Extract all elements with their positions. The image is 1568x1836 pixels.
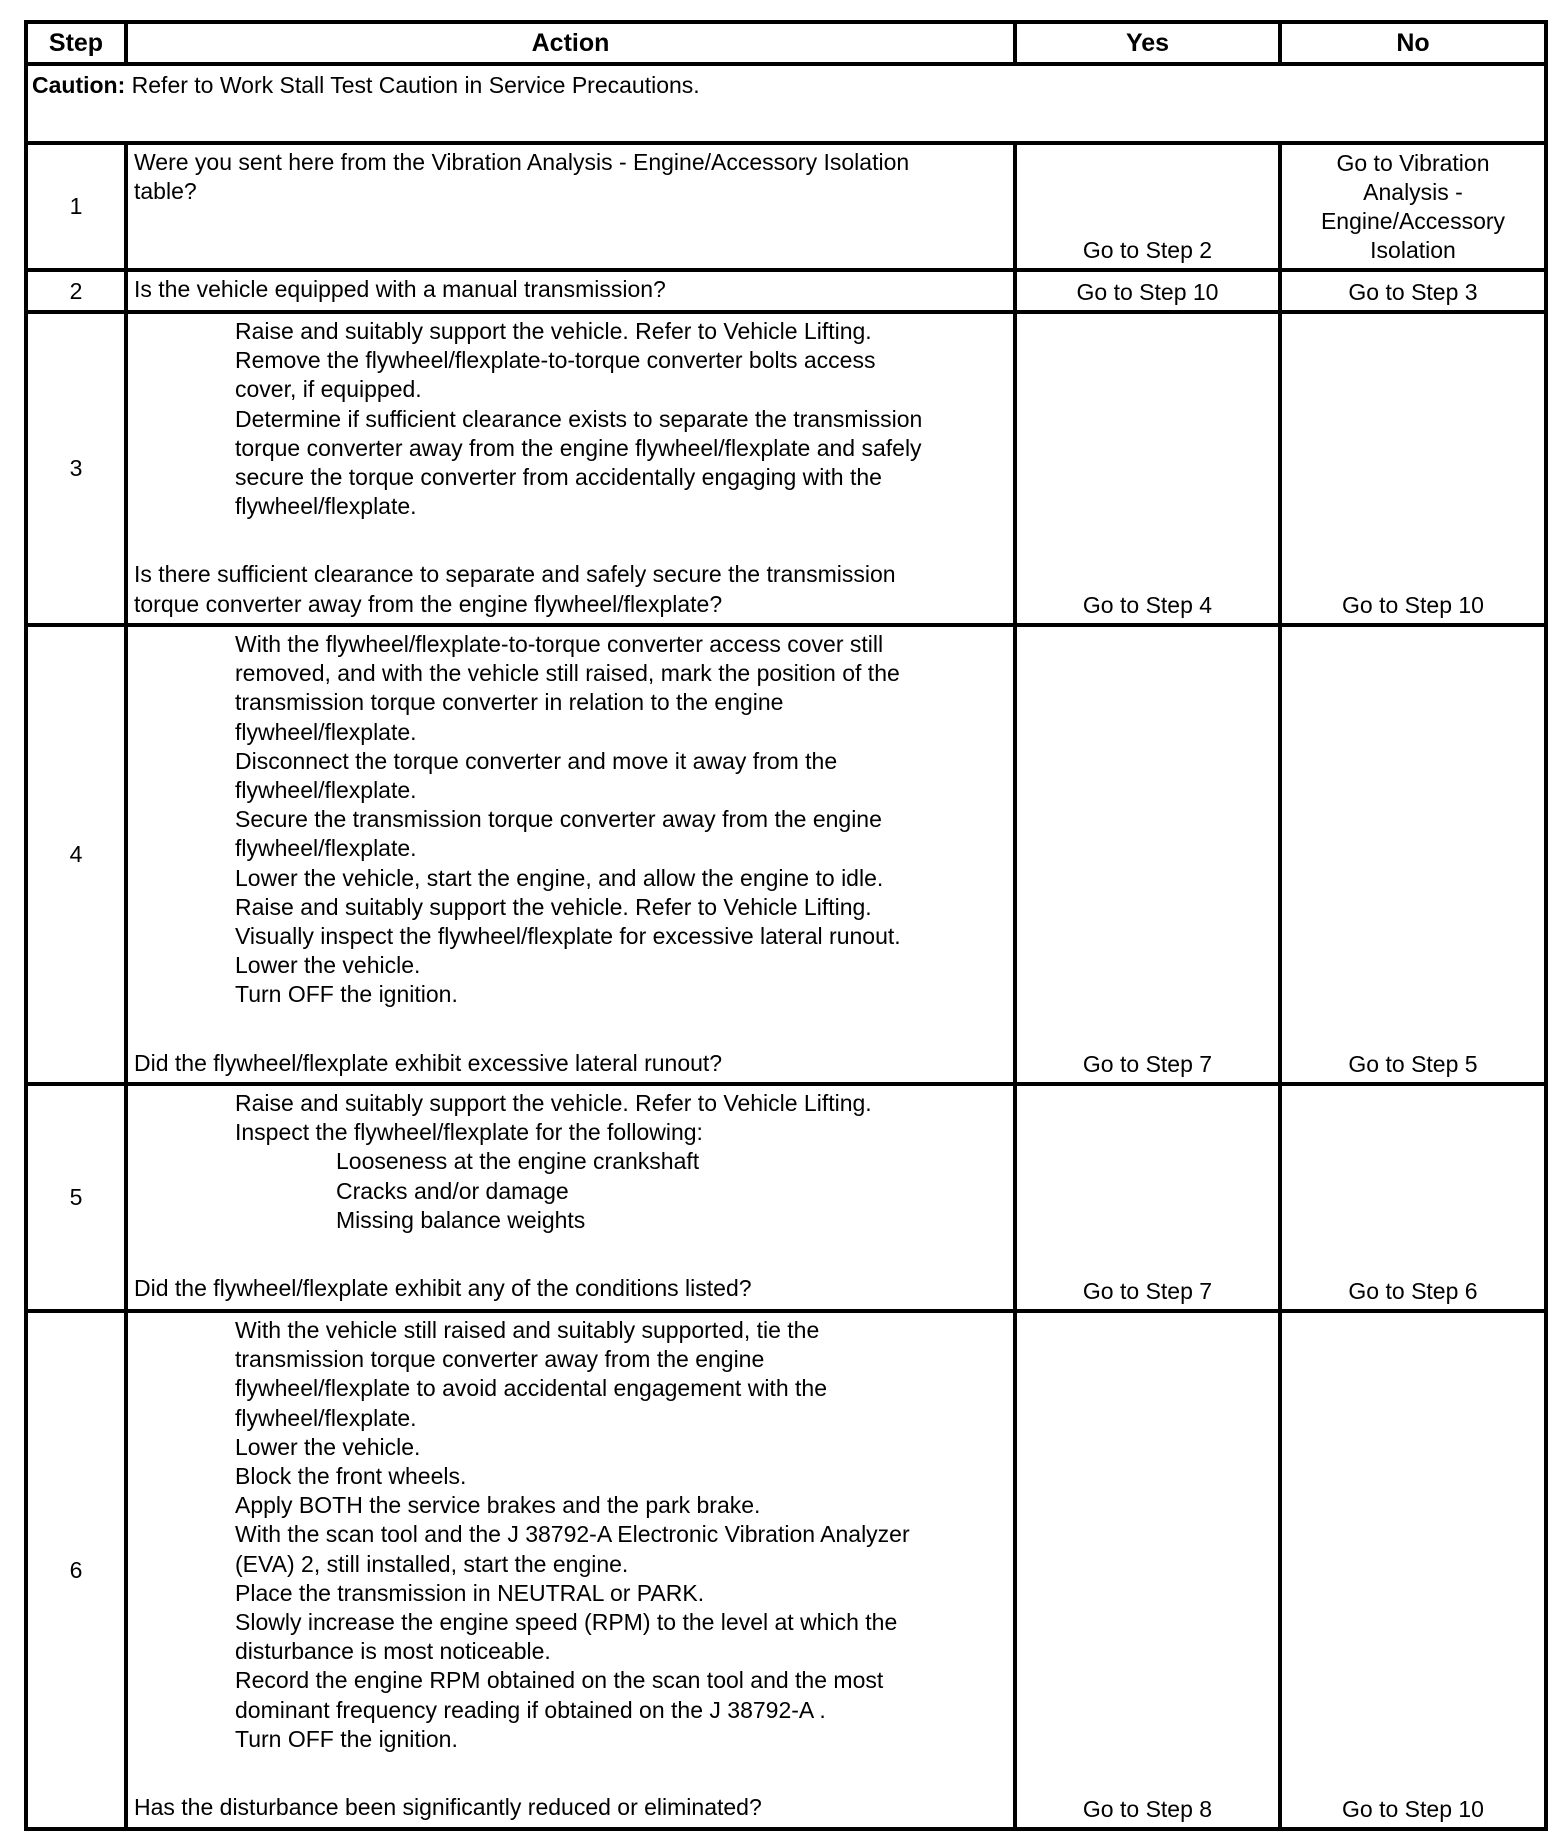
action-cell [126,270,1015,312]
instruction-line: Lower the vehicle. [235,1433,421,1460]
question-line: Did the flywheel/flexplate exhibit any of the conditions listed? [134,1275,752,1302]
yes-link[interactable]: Go to Step 7 [1082,1051,1213,1077]
no-link[interactable]: Engine/Accessory [1320,208,1506,234]
instruction-line: Secure the transmission torque converter away from the engine [235,806,882,833]
no-link[interactable]: Isolation [1370,237,1456,263]
instruction-line: removed, and with the vehicle still raised, mark the position of the [235,660,900,687]
question-line: Is there sufficient clearance to separate and safely secure the transmission [134,561,896,588]
instruction-line: Turn OFF the ignition. [235,1725,458,1752]
instruction-line: Disconnect the torque converter and move it away from the [235,747,838,774]
yes-cell [1015,1084,1280,1311]
step-number: 3 [26,312,126,625]
no-link[interactable]: Go to Step 10 [1342,1796,1484,1822]
action-cell [126,1311,1015,1829]
no-cell [1280,1311,1546,1829]
instruction-line: torque converter away from the engine flywheel/flexplate and safely [235,434,922,461]
instruction-line: flywheel/flexplate to avoid accidental engagement with the [235,1375,827,1402]
caution-row [26,64,1546,143]
instruction-line: Slowly increase the engine speed (RPM) to the level at which the [235,1609,898,1636]
table-row [26,1311,1546,1829]
yes-cell [1015,143,1280,270]
diagnostic-table [24,20,1548,1831]
spacer [134,1235,1007,1274]
no-cell [1280,625,1546,1084]
instruction-line: flywheel/flexplate. [235,1404,417,1431]
question-line: Is the vehicle equipped with a manual transmission? [134,276,666,302]
no-link[interactable]: Go to Step 10 [1342,592,1484,618]
question-line: Were you sent here from the Vibration Analysis - Engine/Accessory Isolation [134,149,910,175]
question-line: torque converter away from the engine flywheel/flexplate? [134,590,723,617]
instruction-line: Remove the flywheel/flexplate-to-torque converter bolts access [235,347,876,374]
no-link[interactable]: Go to Step 6 [1348,1278,1478,1304]
sub-instruction-line: Looseness at the engine crankshaft [336,1148,700,1175]
instruction-line: Raise and suitably support the vehicle. Refer to Vehicle Lifting. [235,318,872,344]
step-number: 2 [26,270,126,312]
spacer [134,521,1007,560]
table-row [26,625,1546,1084]
table-row [26,1084,1546,1311]
yes-link[interactable]: Go to Step 4 [1082,592,1213,618]
table-row [26,270,1546,312]
instruction-line: cover, if equipped. [235,376,422,403]
instruction-line: Lower the vehicle. [235,952,421,979]
step-number: 5 [26,1084,126,1311]
instruction-line: Raise and suitably support the vehicle. Refer to Vehicle Lifting. [235,1090,872,1116]
no-cell [1280,143,1546,270]
instruction-line: Lower the vehicle, start the engine, and allow the engine to idle. [235,864,884,891]
instruction-line: flywheel/flexplate. [235,777,417,804]
instruction-line: transmission torque converter away from the engine [235,1346,765,1373]
header-row [26,22,1546,64]
action-cell [126,1084,1015,1311]
yes-link[interactable]: Go to Step 10 [1076,279,1219,305]
action-cell [126,143,1015,270]
step-number: 4 [26,625,126,1084]
no-cell [1280,270,1546,312]
yes-cell [1015,625,1280,1084]
no-link[interactable]: Go to Step 5 [1348,1051,1478,1077]
instruction-line: dominant frequency reading if obtained on the J 38792-A . [235,1696,826,1723]
no-link[interactable]: Go to Step 3 [1348,279,1478,305]
question-line: Did the flywheel/flexplate exhibit excessive lateral runout? [134,1049,723,1076]
yes-cell [1015,270,1280,312]
instruction-line: Inspect the flywheel/flexplate for the following: [235,1119,703,1146]
action-cell [126,312,1015,625]
instruction-line: transmission torque converter in relation to the engine [235,689,784,716]
question-line: Has the disturbance been significantly reduced or eliminated? [134,1794,762,1821]
question-line: table? [134,178,197,205]
yes-link[interactable]: Go to Step 2 [1082,237,1213,263]
instruction-line: Block the front wheels. [235,1463,467,1490]
yes-cell [1015,312,1280,625]
spacer [134,1010,1007,1049]
instruction-line: (EVA) 2, still installed, start the engine. [235,1550,629,1577]
step-number: 1 [26,143,126,270]
no-link[interactable]: Go to Vibration [1336,150,1490,176]
instruction-line: secure the torque converter from accidentally engaging with the [235,464,882,491]
caution-cell [26,64,1546,143]
no-cell [1280,312,1546,625]
instruction-line: Visually inspect the flywheel/flexplate for excessive lateral runout. [235,923,901,950]
instruction-line: Record the engine RPM obtained on the scan tool and the most [235,1667,884,1694]
caution-text: Refer to Work Stall Test Caution in Service Precautions. [125,72,700,98]
yes-link[interactable]: Go to Step 7 [1082,1278,1213,1304]
instruction-line: With the vehicle still raised and suitably supported, tie the [235,1317,820,1343]
spacer [134,1754,1007,1793]
header-no: No [1280,22,1546,64]
yes-cell [1015,1311,1280,1829]
no-cell [1280,1084,1546,1311]
caution-label: Caution: [32,72,126,98]
table-row [26,312,1546,625]
instruction-line: Raise and suitably support the vehicle. Refer to Vehicle Lifting. [235,893,872,920]
sub-instruction-line: Cracks and/or damage [336,1177,569,1204]
header-action: Action [126,22,1015,64]
action-cell [126,625,1015,1084]
instruction-line: flywheel/flexplate. [235,835,417,862]
yes-link[interactable]: Go to Step 8 [1082,1796,1213,1822]
instruction-line: flywheel/flexplate. [235,493,417,520]
table-row [26,143,1546,270]
instruction-line: With the scan tool and the J 38792-A Electronic Vibration Analyzer [235,1521,910,1548]
instruction-line: Place the transmission in NEUTRAL or PARK. [235,1579,705,1606]
instruction-line: Apply BOTH the service brakes and the park brake. [235,1492,761,1519]
instruction-line: Turn OFF the ignition. [235,981,458,1008]
instruction-line: flywheel/flexplate. [235,718,417,745]
sub-instruction-line: Missing balance weights [336,1206,586,1233]
step-number: 6 [26,1311,126,1829]
no-link[interactable]: Analysis - [1363,179,1463,205]
instruction-line: With the flywheel/flexplate-to-torque converter access cover still [235,631,884,657]
instruction-line: Determine if sufficient clearance exists to separate the transmission [235,405,923,432]
instruction-line: disturbance is most noticeable. [235,1638,551,1665]
header-step: Step [26,22,126,64]
header-yes: Yes [1015,22,1280,64]
